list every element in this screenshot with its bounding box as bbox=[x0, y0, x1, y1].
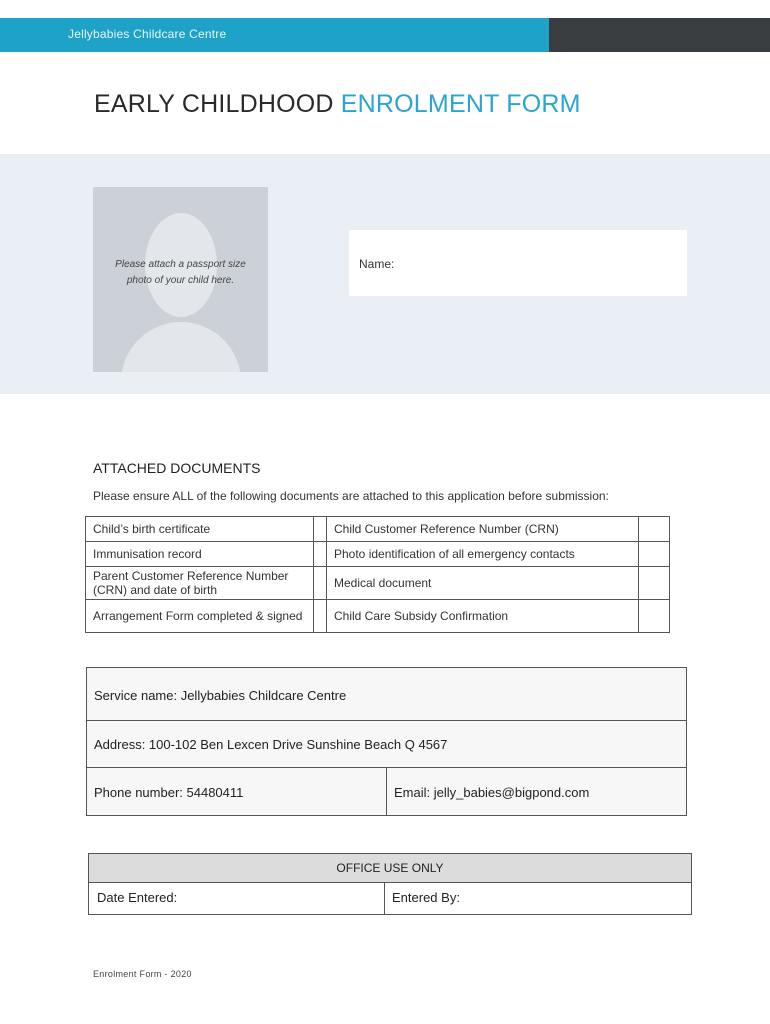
date-entered-field[interactable]: Date Entered: bbox=[97, 890, 178, 905]
document-label: Photo identification of all emergency contacts bbox=[327, 542, 639, 567]
office-divider bbox=[384, 883, 385, 914]
table-row bbox=[86, 567, 670, 600]
document-label: Arrangement Form completed & signed bbox=[86, 600, 314, 633]
attached-documents-instruction: Please ensure ALL of the following documents are attached to this application before submission: bbox=[93, 489, 609, 503]
page-title bbox=[94, 90, 581, 119]
document-checkbox[interactable] bbox=[314, 542, 327, 567]
document-checkbox[interactable] bbox=[639, 542, 670, 567]
document-label: Parent Customer Reference Number (CRN) and date of birth bbox=[86, 567, 314, 600]
passport-photo-placeholder[interactable] bbox=[93, 187, 268, 372]
photo-hint-line-1: Please attach a passport size bbox=[115, 259, 246, 270]
service-phone: Phone number: 54480411 bbox=[94, 785, 244, 800]
document-checkbox[interactable] bbox=[639, 600, 670, 633]
service-address: Address: 100-102 Ben Lexcen Drive Sunshine Beach Q 4567 bbox=[94, 737, 448, 752]
table-row bbox=[86, 542, 670, 567]
avatar-body-icon bbox=[121, 322, 241, 372]
photo-hint bbox=[93, 257, 268, 289]
document-checkbox[interactable] bbox=[314, 567, 327, 600]
table-row bbox=[86, 517, 670, 542]
table-row bbox=[86, 600, 670, 633]
service-name: Service name: Jellybabies Childcare Centre bbox=[94, 688, 347, 703]
document-label: Child Customer Reference Number (CRN) bbox=[327, 517, 639, 542]
title-part-1: EARLY CHILDHOOD bbox=[94, 90, 341, 118]
office-use-heading: OFFICE USE ONLY bbox=[89, 854, 691, 883]
contact-divider bbox=[386, 768, 387, 815]
document-label: Child’s birth certificate bbox=[86, 517, 314, 542]
service-email: Email: jelly_babies@bigpond.com bbox=[394, 785, 590, 800]
title-part-2: ENROLMENT FORM bbox=[340, 90, 581, 118]
name-label: Name: bbox=[359, 257, 395, 271]
attached-documents-heading: ATTACHED DOCUMENTS bbox=[93, 460, 261, 476]
document-checkbox[interactable] bbox=[314, 600, 327, 633]
documents-checklist-table bbox=[85, 516, 670, 633]
office-use-box bbox=[88, 853, 692, 915]
header-bar bbox=[0, 18, 770, 52]
document-checkbox[interactable] bbox=[639, 567, 670, 600]
document-checkbox[interactable] bbox=[314, 517, 327, 542]
entered-by-field[interactable]: Entered By: bbox=[392, 890, 460, 905]
service-details-box bbox=[86, 667, 687, 816]
document-label: Medical document bbox=[327, 567, 639, 600]
document-checkbox[interactable] bbox=[639, 517, 670, 542]
footer-text: Enrolment Form - 2020 bbox=[93, 969, 192, 979]
photo-hint-line-2: photo of your child here. bbox=[126, 275, 235, 286]
brand-name: Jellybabies Childcare Centre bbox=[68, 27, 227, 41]
header-dark-bar bbox=[549, 18, 770, 52]
document-label: Child Care Subsidy Confirmation bbox=[327, 600, 639, 633]
document-label: Immunisation record bbox=[86, 542, 314, 567]
name-field[interactable] bbox=[349, 230, 687, 296]
